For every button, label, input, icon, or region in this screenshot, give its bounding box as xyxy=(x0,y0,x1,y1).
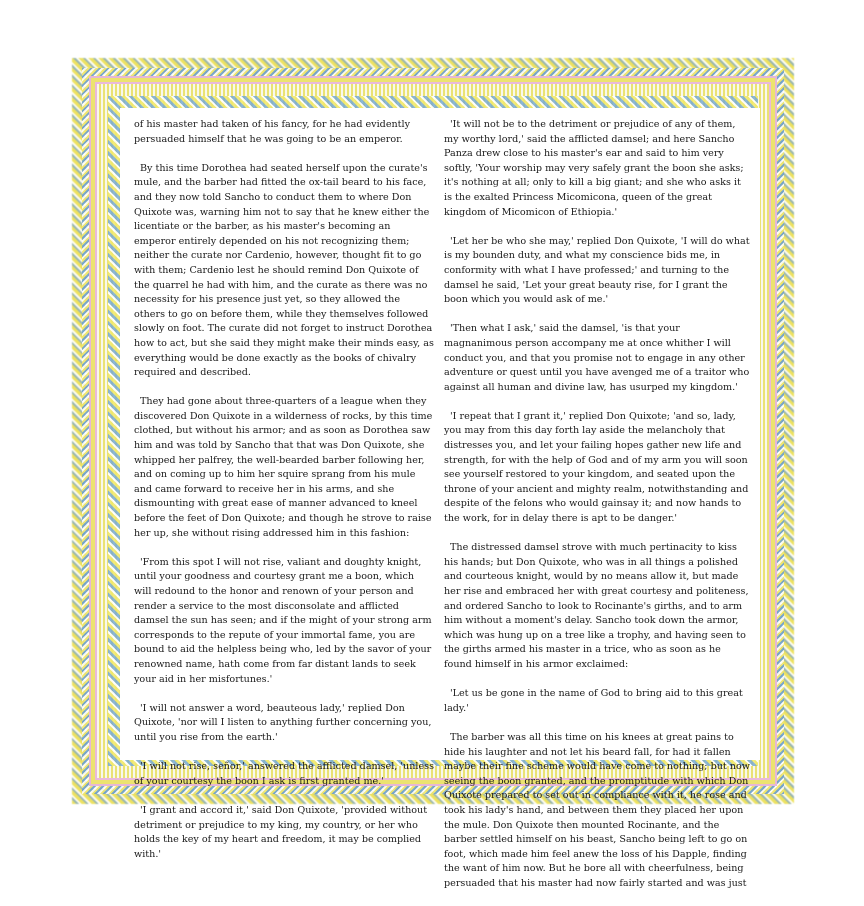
paragraph: of his master had taken of his fancy, for he had evidently persuaded himself that he was going to be an emperor. xyxy=(134,119,411,145)
paragraph: 'Let us be gone in the name of God to bring aid to this great lady.' xyxy=(444,688,743,714)
right-column xyxy=(444,118,750,906)
paragraph: 'From this spot I will not rise, valiant and doughty knight, until your goodness and courtesy grant me a boon, which will redound to the honor and renown of your person and render a service to the most disconsolate and afflicted damsel the sun has seen; and if the might of your strong arm corresponds to the repute of your immortal fame, you are bound to aid the helpless being who, led by the savor of your renowned name, hath come from far distant lands to seek your aid in her misfortunes.' xyxy=(134,556,432,685)
paragraph: 'Let her be who she may,' replied Don Quixote, 'I will do what is my bounden duty, and what my conscience bids me, in conformity with what I have professed;' and turning to the damsel he said, 'Let your great beauty rise, for I grant the boon which you would ask of me.' xyxy=(444,235,750,306)
paragraph: 'I will not answer a word, beauteous lady,' replied Don Quixote, 'nor will I listen to anything further concerning you, until you rise from the earth.' xyxy=(134,702,432,743)
paragraph: The distressed damsel strove with much pertinacity to kiss his hands; but Don Quixote, who was in all things a polished and courteous knight, would by no means allow it, but made her rise and embraced her with great courtesy and politeness, and ordered Sancho to look to Rocinante's girths, and to arm him without a moment's delay. Sancho took down the armor, which was hung up on a tree like a trophy, and having seen to the girths armed his master in a trice, who as soon as he found himself in his armor exclaimed: xyxy=(444,542,749,670)
paragraph: 'I will not rise, señor,' answered the afflicted damsel, 'unless of your courtesy the boon I ask is first granted me.' xyxy=(134,761,434,787)
paragraph: 'It will not be to the detriment or prejudice of any of them, my worthy lord,' said the afflicted damsel; and here Sancho Panza drew close to his master's ear and said to him very softly, 'Your worship may very safely grant the boon she asks; it's nothing at all; only to kill a big giant; and she who asks it is the exalted Princess Micomicona, queen of the great kingdom of Micomicon of Ethiopia.' xyxy=(444,119,744,218)
paragraph: By this time Dorothea had seated herself upon the curate's mule, and the barber had fitted the ox-tail beard to his face, and they now told Sancho to conduct them to where Don Quixote was, warning him not to say that he knew either the licentiate or the barber, as his master's becoming an emperor entirely depended on his not recognizing them; neither the curate nor Cardenio, however, thought fit to go with them; Cardenio lest he should remind Don Quixote of the quarrel he had with him, and the curate as there was no necessity for his presence just yet, so they allowed the others to go on before them, while they themselves followed slowly on foot. The curate did not forget to instruct Dorothea how to act, but she said they might make their minds easy, as everything would be done exactly as the books of chivalry required and described. xyxy=(134,162,434,379)
paragraph: They had gone about three-quarters of a league when they discovered Don Quixote in a wilderness of rocks, by this time clothed, but without his armor; and as soon as Dorothea saw him and was told by Sancho that that was Don Quixote, she whipped her palfrey, the well-bearded barber following her, and on coming up to him her squire sprang from his mule and came forward to receive her in his arms, and she dismounting with great ease of manner advanced to kneel before the feet of Don Quixote; and though he strove to raise her up, she without rising addressed him in this fashion: xyxy=(134,396,433,539)
paragraph: 'Then what I ask,' said the damsel, 'is that your magnanimous person accompany me at once whither I will conduct you, and that you promise not to engage in any other adventure or quest until you have avenged me of a traitor who against all human and divine law, has usurped my kingdom.' xyxy=(444,323,750,393)
left-column xyxy=(134,118,434,877)
paragraph: 'I repeat that I grant it,' replied Don Quixote; 'and so, lady, you may from this day forth lay aside the melancholy that distresses you, and let your failing hopes gather new life and strength, for with the help of God and of my arm you will soon see yourself restored to your kingdom, and seated upon the throne of your ancient and mighty realm, notwithstanding and despite of the felons who would gainsay it; and now hands to the work, for in delay there is apt to be danger.' xyxy=(444,410,749,525)
book-page-text-area xyxy=(120,108,760,889)
paragraph: The barber was all this time on his knees at great pains to hide his laughter and not let his beard fall, for had it fallen maybe their fine scheme would have come to nothing; but now seeing the boon granted, and the promptitude with which Don Quixote prepared to set out in compliance with it, he rose and took his lady's hand, and between them they placed her upon the mule. Don Quixote then mounted Rocinante, and the barber settled himself on his beast, Sancho being left to go on foot, which made him feel anew the loss of his Dapple, finding the want of him now. But he bore all with cheerfulness, being persuaded that his master had now fairly started and was just xyxy=(444,731,750,889)
paragraph: 'I grant and accord it,' said Don Quixote, 'provided without detriment or prejudice to my king, my country, or her who holds the key of my heart and freedom, it may be complied with.' xyxy=(134,804,428,860)
